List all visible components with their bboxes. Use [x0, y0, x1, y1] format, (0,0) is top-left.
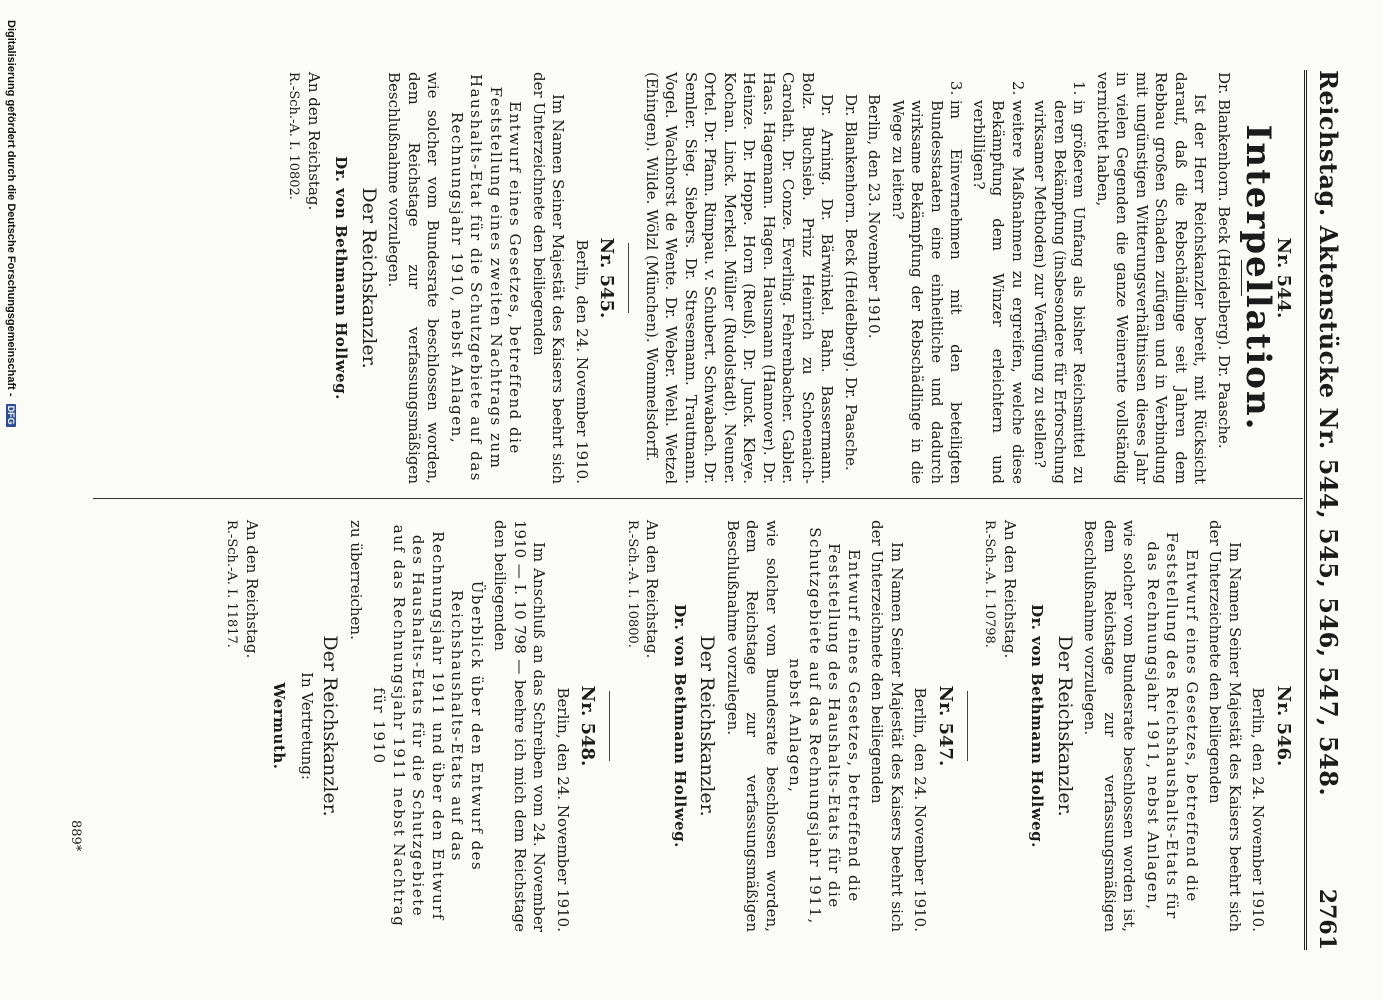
page-number: 2761	[1314, 888, 1340, 950]
title-548: Überblick über den Entwurf des Reichshaushalts-Etats auf das Rechnungsjahr 1911 und über den Entwurf des Haushalts-Etats für die Schutzgebiete auf das Rechnungsjahr 1911 nebst Nachtrag für 1910	[370, 524, 486, 928]
intro-548: Im Anschluß an das Schreiben vom 24. November 1910 — I. 10 798 — beehre ich mich dem Reichstage den beiliegenden	[491, 520, 549, 932]
date-546: Berlin, den 24. November 1910.	[1249, 687, 1268, 932]
signer-545: Dr. von Bethmann Hollweg.	[332, 156, 351, 400]
section-number-544: Nr. 544.	[1273, 237, 1294, 319]
outro-547: wie solcher vom Bundesrate beschlossen worden, dem Reichstage zur verfassungsmäßigen Beschlußnahme vorzulegen.	[724, 520, 781, 932]
signer-548: Wermuth.	[270, 682, 289, 770]
outro-546: wie solcher vom Bundesrate beschlossen worden ist, dem Reichstage zur verfassungsmäßigen Beschlußnahme vorzulegen.	[1081, 520, 1139, 932]
sig-title-546: Der Reichskanzler.	[1054, 635, 1076, 817]
right-column	[214, 520, 1295, 932]
section-544	[642, 72, 1294, 484]
reference-547: R.-Sch.-A. I. 10800.	[625, 520, 640, 648]
left-column	[276, 72, 1295, 484]
interpellation-item-2: 2. weitere Maßnahmen zu ergreifen, welche diese Bekämpfung dem Winzer erleichtern und verbilligen?	[969, 100, 1028, 484]
reference-546: R.-Sch.-A. I. 10798.	[982, 520, 998, 648]
sig-title-548: Der Reichskanzler.	[319, 635, 342, 817]
signer-546: Dr. von Bethmann Hollweg.	[1028, 604, 1047, 848]
section-number-547: Nr. 547.	[935, 685, 956, 767]
section-546	[980, 520, 1293, 932]
date-545: Berlin, den 24. November 1910.	[573, 239, 591, 484]
section-separator	[967, 691, 968, 761]
interpellation-items	[888, 72, 1089, 484]
running-header	[1309, 70, 1343, 950]
date-544: Berlin, den 23. November 1910.	[865, 94, 884, 339]
addressee-546: An den Reichstag.	[1001, 520, 1019, 659]
section-separator	[629, 243, 630, 313]
interpellation-item-3: 3. im Einvernehmen mit den beteiligten Bundesstaaten eine einheitliche und dadurch wirksame Bekämpfung der Rebschädlinge in die Wege zu leiten?	[888, 100, 966, 484]
section-547	[623, 520, 956, 932]
section-545	[284, 72, 617, 484]
intro-545: Im Namen Seiner Majestät des Kaisers beehrt sich der Unterzeichnete den beiliegenden	[530, 72, 568, 484]
signer-547: Dr. von Bethmann Hollweg.	[671, 604, 689, 848]
reference-545: R.-Sch.-A. I. 10802.	[286, 72, 302, 200]
section-548	[222, 520, 598, 932]
title-545: Entwurf eines Gesetzes, betreffend die Feststellung eines zweiten Nachtrags zum Haushalts-Etat für die Schutzgebiete auf das Rechnungsjahr 1910, nebst Anlagen,	[448, 73, 525, 482]
deputy-label: In Vertretung:	[298, 672, 316, 780]
interpellation-intro: Ist der Herr Reichskanzler bereit, mit Rücksicht darauf, daß die Rebschädlinge seit Jahren dem Rebbau großen Schaden zufügen und in Verbindung mit ungünstigen Witterungsverhältnissen dieses Jahr in vielen Gegenden die ganze Weinernte vollständig vernichtet haben,	[1094, 72, 1210, 484]
authors-repeat: Dr. Blankenhorn. Beck (Heidelberg). Dr. Paasche.	[842, 94, 860, 471]
outro-545: wie solcher vom Bundesrate beschlossen worden, dem Reichstage zur verfassungsmäßigen Beschlußnahme vorzulegen.	[385, 72, 443, 484]
reference-548: R.-Sch.-A. I. 11817.	[224, 520, 240, 648]
addressee-547: An den Reichstag.	[643, 520, 662, 659]
interpellation-authors: Dr. Blankenhorn. Beck (Heidelberg). Dr. Paasche.	[1215, 72, 1233, 449]
interpellation-item-1: 1. in größerem Umfang als bisher Reichsmittel zu deren Bekämpfung (insbesondere für Erforschung wirksamer Methoden) zur Verfügung zu stellen?	[1030, 100, 1089, 484]
sig-title-545: Der Reichskanzler.	[358, 187, 380, 369]
signers-list: Dr. Arning. Dr. Bärwinkel. Bahn. Bassermann. Bolz. Buchsieb. Prinz Heinrich zu Schoenaich-Carolath. Dr. Conze. Everling. Fehrenbacher. Gabler. Haas. Hagemann. Hagen. Hausmann (Hannover). Dr. Heinze. Dr. Hoppe. Horn (Reuß). Dr. Junck. Kleye. Kochan. Linck. Merkel. Müller (Rudolstadt). Neuner. Ortel. Dr. Pfann. Rimpau. v. Schubert. Schwabach. Dr. Semler. Sieg. Siebers. Dr. Stresemann. Trautmann. Vogel. Wachhorst de Wente. Dr. Weber. Wehl. Wetzel (Ehingen). Wilde. Wölzl (München). Wommelsdorff.	[643, 72, 837, 484]
title-546: Entwurf eines Gesetzes, betreffend die Feststellung des Reichshaushalts-Etats für das Rechnungsjahr 1911, nebst Anlagen,	[1144, 532, 1201, 920]
date-548: Berlin, den 24. November 1910.	[554, 687, 572, 932]
addressee-548: An den Reichstag.	[243, 520, 261, 659]
digitization-note	[5, 20, 17, 980]
addressee-545: An den Reichstag.	[305, 72, 323, 211]
section-separator	[610, 691, 611, 761]
section-number-546: Nr. 546.	[1273, 685, 1294, 767]
header-rule	[1304, 70, 1307, 950]
outro-548: zu überreichen.	[347, 520, 365, 640]
interpellation-heading: Interpellation.	[1238, 124, 1279, 432]
section-number-545: Nr. 545.	[596, 237, 618, 319]
date-547: Berlin, den 24. November 1910.	[911, 687, 930, 932]
title-547: Entwurf eines Gesetzes, betreffend die Feststellung des Haushalts-Etats für die Schutzgebiete auf das Rechnungsjahr 1911, nebst Anlagen,	[786, 527, 863, 925]
header-title: Reichstag. Aktenstücke Nr. 544, 545, 546, 547, 548.	[1314, 70, 1343, 797]
column-divider	[93, 498, 1303, 499]
page-foot-mark: 889*	[68, 820, 83, 852]
section-number-548: Nr. 548.	[577, 685, 599, 767]
digitization-text: Digitalisierung gefördert durch die Deutsche Forschungsgemeinschaft -	[5, 20, 17, 397]
sig-title-547: Der Reichskanzler.	[696, 635, 719, 817]
dfg-logo: DFG	[6, 405, 16, 425]
intro-546: Im Namen Seiner Majestät des Kaisers beehrt sich der Unterzeichnete den beiliegenden	[1206, 520, 1244, 932]
intro-547: Im Namen Seiner Majestät des Kaisers beehrt sich der Unterzeichnete den beiliegenden	[868, 520, 906, 932]
